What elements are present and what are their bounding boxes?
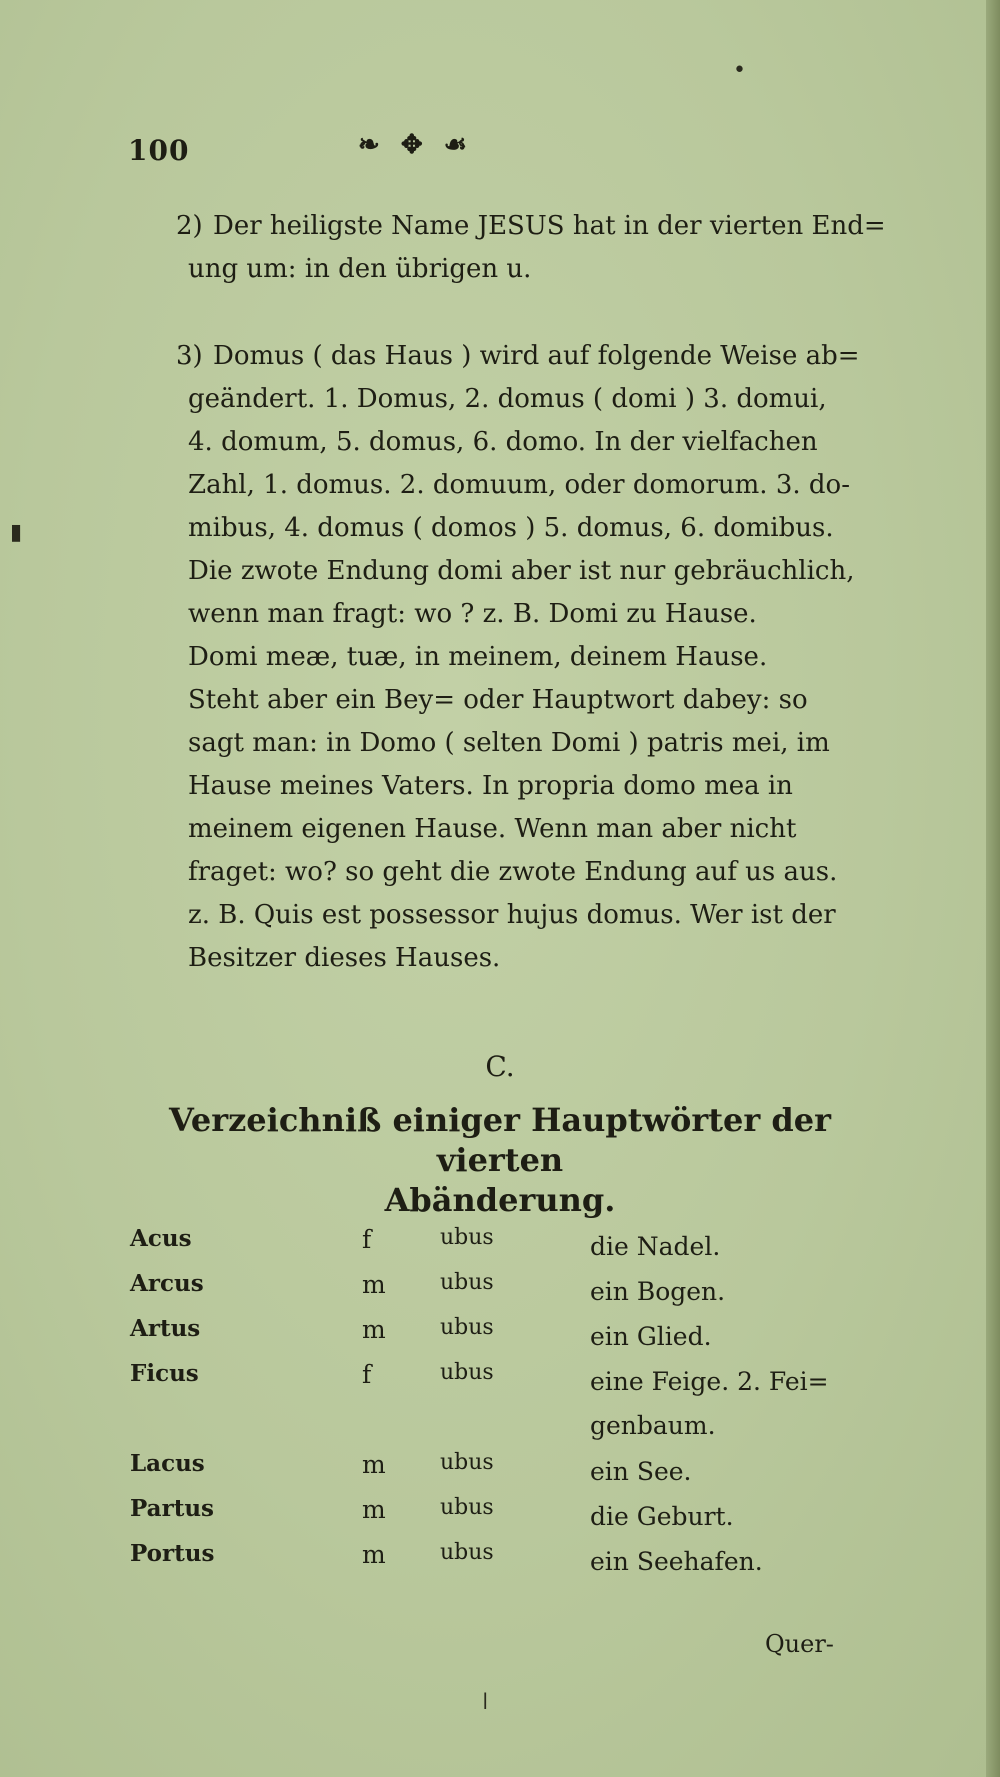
gender: m [362,1315,386,1344]
text-line: Die zwote Endung domi aber ist nur gebräuchlich, [188,556,855,586]
gender: f [362,1360,372,1389]
vocab-row [130,1540,890,1585]
latin-word: Partus [130,1495,214,1522]
meaning: ein Glied. [590,1322,712,1351]
text-line: Domi meæ, tuæ, in meinem, deinem Hause. [188,642,768,672]
ending: ubus [440,1540,494,1565]
vocab-row [130,1225,890,1270]
meaning: ein Bogen. [590,1277,726,1306]
vocab-row [130,1360,890,1450]
paragraph-number: 2) [176,211,203,241]
catchword: Quer- [765,1630,834,1658]
text-line: sagt man: in Domo ( selten Domi ) patris mei, im [188,728,830,758]
ink-mark-bottom: ǀ [482,1690,489,1715]
text-line: fraget: wo? so geht die zwote Endung auf us aus. [188,857,838,887]
latin-word: Arcus [130,1270,204,1297]
text-line: ung um: in den übrigen u. [188,254,532,284]
vocab-row [130,1315,890,1360]
vocab-row [130,1270,890,1315]
page-header [128,130,828,180]
section-title [120,1100,880,1220]
latin-word: Portus [130,1540,215,1567]
section-letter: C. [485,1050,515,1083]
text-line: Zahl, 1. domus. 2. domuum, oder domorum. 3. do- [188,470,850,500]
text-line: Domus ( das Haus ) wird auf folgende Weise ab= [213,341,860,371]
text-line: Steht aber ein Bey= oder Hauptwort dabey: so [188,685,808,715]
paragraph-number: 3) [176,341,203,371]
text-line: Der heiligste Name JESUS hat in der vierten End= [213,211,886,241]
section-title-line: Verzeichniß einiger Hauptwörter der vierten [169,1101,831,1179]
section-title-line: Abänderung. [384,1181,616,1219]
gender: m [362,1270,386,1299]
ink-mark: ▮ [10,520,23,545]
ink-dot: • [733,58,746,83]
meaning: ein Seehafen. [590,1547,763,1576]
text-line: geändert. 1. Domus, 2. domus ( domi ) 3. domui, [188,384,827,414]
latin-word: Ficus [130,1360,199,1387]
ending: ubus [440,1270,494,1295]
text-line: mibus, 4. domus ( domos ) 5. domus, 6. domibus. [188,513,834,543]
page-number: 100 [128,134,190,167]
ending: ubus [440,1315,494,1340]
gender: f [362,1225,372,1254]
meaning: die Geburt. [590,1502,734,1531]
gender: m [362,1540,386,1569]
ending: ubus [440,1495,494,1520]
meaning: eine Feige. 2. Fei= genbaum. [590,1367,829,1440]
text-line: 4. domum, 5. domus, 6. domo. In der vielfachen [188,427,818,457]
latin-word: Lacus [130,1450,205,1477]
ending: ubus [440,1450,494,1475]
ending: ubus [440,1225,494,1250]
paragraph-2 [176,205,890,291]
text-line: Hause meines Vaters. In propria domo mea in [188,771,793,801]
latin-word: Acus [130,1225,192,1252]
page-edge [986,0,1000,1777]
meaning: ein See. [590,1457,692,1486]
paragraph-3 [176,335,890,980]
gender: m [362,1495,386,1524]
ending: ubus [440,1360,494,1385]
vocab-row [130,1495,890,1540]
text-line: wenn man fragt: wo ? z. B. Domi zu Hause. [188,599,757,629]
vocab-row [130,1450,890,1495]
latin-word: Artus [130,1315,201,1342]
text-line: Besitzer dieses Hauses. [188,943,501,973]
header-ornament: ❧ ✥ ☙ [358,130,473,160]
text-line: z. B. Quis est possessor hujus domus. Wer ist der [188,900,836,930]
text-line: meinem eigenen Hause. Wenn man aber nicht [188,814,797,844]
meaning: die Nadel. [590,1232,721,1261]
gender: m [362,1450,386,1479]
vocabulary-list [130,1225,890,1585]
